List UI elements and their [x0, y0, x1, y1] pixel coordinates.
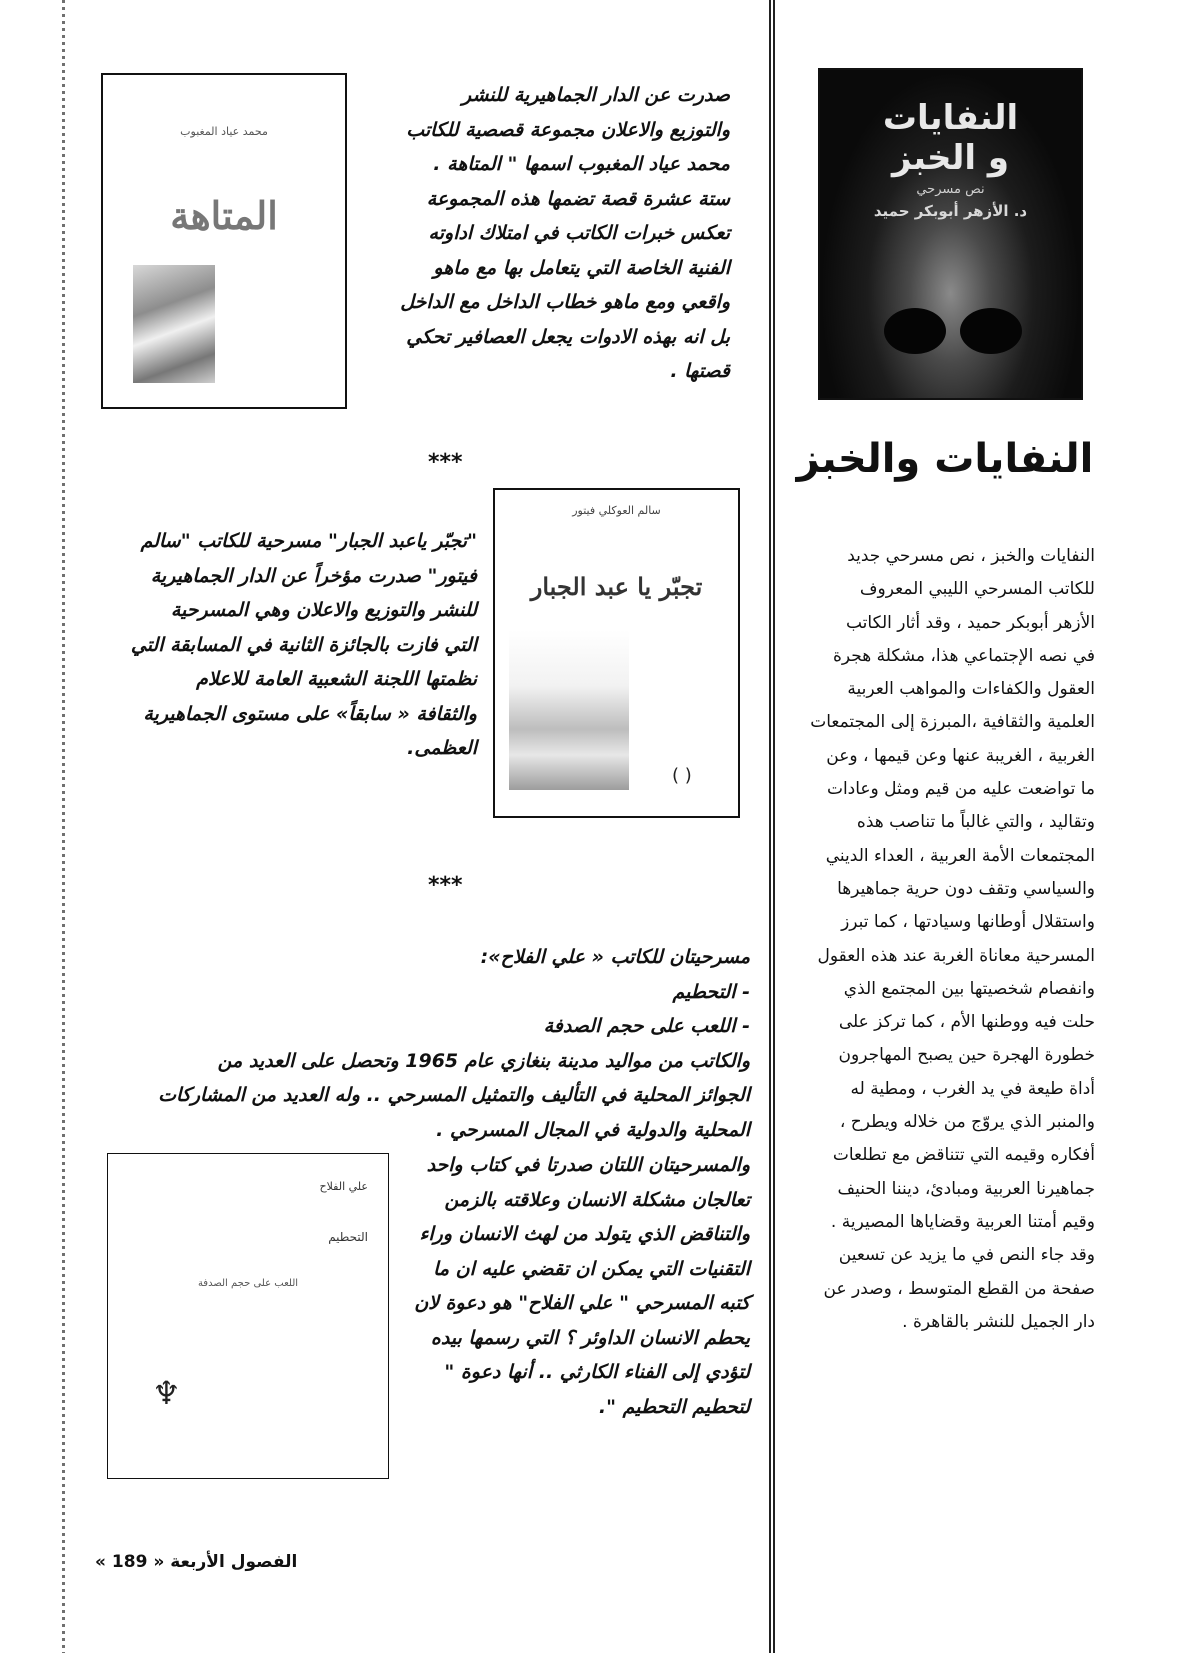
cover-artwork	[509, 630, 629, 790]
publisher-logo: ( )	[672, 765, 692, 786]
body-line: والمنبر الذي يروّج من خلاله ويطرح ،	[839, 1112, 1095, 1133]
body-line: خطورة الهجرة حين يصبح المهاجرون	[838, 1045, 1095, 1066]
body-line: التقنيات التي يمكن ان تقضي عليه ان ما	[433, 1257, 750, 1280]
body-line: والتناقض الذي يتولد من لهث الانسان وراء	[419, 1223, 750, 1245]
body-line: للكاتب المسرحي الليبي المعروف	[859, 579, 1095, 600]
body-line: - اللعب على حجم الصدفة	[543, 1015, 750, 1037]
body-line: وانفصام شخصيتها بين المجتمع الذي	[843, 978, 1095, 999]
body-line: واقعي ومع ماهو خطاب الداخل مع الداخل	[400, 291, 730, 313]
body-line: بل انه بهذه الادوات يجعل العصافير تحكي	[406, 325, 730, 348]
body-line: "تجبّر ياعبد الجبار" مسرحية للكاتب "سالم	[140, 530, 477, 552]
body-line: ستة عشرة قصة تضمها هذه المجموعة	[426, 187, 730, 210]
skull-eye-left	[884, 308, 946, 354]
body-line: محمد عياد المغبوب اسمها " المتاهة .	[433, 153, 730, 175]
body-line: لتؤدي إلى الفناء الكارثي .. أنها دعوة "	[444, 1361, 750, 1383]
article-3-body	[415, 1148, 750, 1424]
cover-author: علي الفلاح	[319, 1180, 368, 1193]
body-line: كتبه المسرحي " علي الفلاح" هو دعوة لان	[414, 1292, 750, 1314]
body-line: الأزهر أبوبكر حميد ، وقد أثار الكاتب	[845, 612, 1095, 633]
cover-title-line1: النفايات	[882, 98, 1019, 138]
section-separator: ***	[428, 450, 463, 475]
body-line: النفايات والخبز ، نص مسرحي جديد	[847, 546, 1095, 566]
body-line: يحطم الانسان الداوئر ؟ التي رسمها بيده	[430, 1326, 750, 1349]
body-line: في نصه الإجتماعي هذا، مشكلة هجرة	[832, 645, 1095, 666]
cover-subtitle: اللعب على حجم الصدفة	[197, 1278, 299, 1289]
cover-title-line2: و الخبز	[892, 138, 1009, 178]
body-line: فيتور" صدرت مؤخراً عن الدار الجماهيرية	[150, 564, 477, 587]
article-3-intro	[158, 940, 750, 1147]
body-line: المحلية والدولية في المجال المسرحي .	[436, 1118, 750, 1141]
left-margin-rule	[62, 0, 65, 1653]
body-line: واستقلال أوطانها وسيادتها ، كما تبرز	[841, 912, 1095, 933]
body-line: للنشر والتوزيع والاعلان وهي المسرحية	[170, 599, 477, 621]
body-line: الفنية الخاصة التي يتعامل بها مع ماهو	[433, 256, 730, 279]
body-line: العقول والكفاءات والمواهب العربية	[847, 679, 1095, 700]
skull-eye-right	[960, 308, 1022, 354]
body-line: دار الجميل للنشر بالقاهرة .	[902, 1311, 1095, 1332]
body-line: الغربية ، الغريبة عنها وعن قيمها ، وعن	[826, 745, 1095, 766]
body-line: والتوزيع والاعلان مجموعة قصصية للكاتب	[406, 118, 730, 141]
body-line: صدرت عن الدار الجماهيرية للنشر	[462, 84, 730, 106]
article-main-title: النفايات والخبز	[796, 436, 1094, 482]
body-line: وقد جاء النص في ما يزيد عن تسعين	[838, 1245, 1095, 1266]
body-line: ما تواضعت عليه من قيم ومثل وعادات	[826, 779, 1095, 800]
page-number: « 189 »	[95, 1552, 165, 1572]
body-line: المسرحية معاناة الغربة عند هذه العقول	[817, 945, 1095, 966]
body-line: حلت فيه ووطنها الأم ، كما تركز على	[838, 1012, 1095, 1033]
body-line: وقيم أمتنا العربية وقضاياها المصيرية .	[830, 1211, 1095, 1232]
cover-author: د. الأزهر أبوبكر حميد	[873, 202, 1028, 220]
body-line: العظمى.	[407, 737, 477, 759]
book-cover-tahtim	[107, 1153, 389, 1479]
cover-title: التحطيم	[328, 1230, 368, 1244]
cover-title: تجبّر يا عبد الجبار	[530, 572, 703, 601]
body-line: المجتمعات الأمة العربية ، العداء الديني	[825, 845, 1095, 866]
body-line: والثقافة « سابقاً» على مستوى الجماهيرية	[143, 702, 477, 725]
body-line: العلمية والثقافية ،المبرزة إلى المجتمعات	[810, 712, 1095, 733]
body-line: وتقاليد ، والتي غالباً ما تناصب هذه	[856, 812, 1095, 833]
book-cover-tajabbar	[493, 488, 740, 818]
body-line: والكاتب من مواليد مدينة بنغازي عام 1965 وتحصل على العديد من	[217, 1049, 750, 1072]
body-line: أفكاره وقيمه التي تتناقض مع تطلعات	[832, 1145, 1095, 1166]
body-line: مسرحيتان للكاتب « علي الفلاح»:	[480, 946, 750, 968]
body-line: تعكس خبرات الكاتب في امتلاك اداوته	[428, 222, 730, 244]
cover-subtitle: نص مسرحي	[916, 182, 985, 197]
body-line: لتحطيم التحطيم ".	[598, 1395, 750, 1418]
cover-artwork	[133, 265, 215, 383]
cover-author: محمد عياد المغبوب	[180, 125, 268, 138]
page-footer	[95, 1552, 297, 1572]
section-separator: ***	[428, 873, 463, 898]
body-line: أداة طيعة في يد الغرب ، ومطية له	[850, 1078, 1095, 1099]
cover-title: المتاهة	[170, 193, 278, 238]
magazine-name: الفصول الأربعة	[170, 1552, 298, 1572]
article-1-body	[400, 78, 730, 389]
article-main-body	[810, 540, 1095, 1339]
body-line: الجوائز المحلية في التأليف والتمثيل المسرحي .. وله العديد من المشاركات	[158, 1084, 750, 1106]
body-line: تعالجان مشكلة الانسان وعلاقته بالزمن	[444, 1188, 750, 1211]
body-line: التي فازت بالجائزة الثانية في المسابقة التي	[130, 633, 477, 656]
column-divider	[769, 0, 775, 1653]
cover-ornament: ♆	[152, 1374, 181, 1412]
body-line: والسياسي وتقف دون حرية جماهيرها	[837, 878, 1095, 899]
body-line: قصتها .	[670, 360, 730, 382]
book-cover-nifayat	[818, 68, 1083, 400]
article-2-body	[131, 524, 477, 766]
body-line: والمسرحيتان اللتان صدرتا في كتاب واحد	[426, 1154, 750, 1176]
body-line: - التحطيم	[672, 980, 750, 1003]
cover-author: سالم العوكلي فيتور	[572, 504, 661, 517]
book-cover-mataha	[101, 73, 347, 409]
body-line: صفحة من القطع المتوسط ، وصدر عن	[823, 1278, 1095, 1299]
body-line: جماهيرنا العربية ومبادئ، ديننا الحنيف	[837, 1178, 1095, 1199]
body-line: نظمتها اللجنة الشعبية العامة للاعلام	[196, 668, 477, 690]
